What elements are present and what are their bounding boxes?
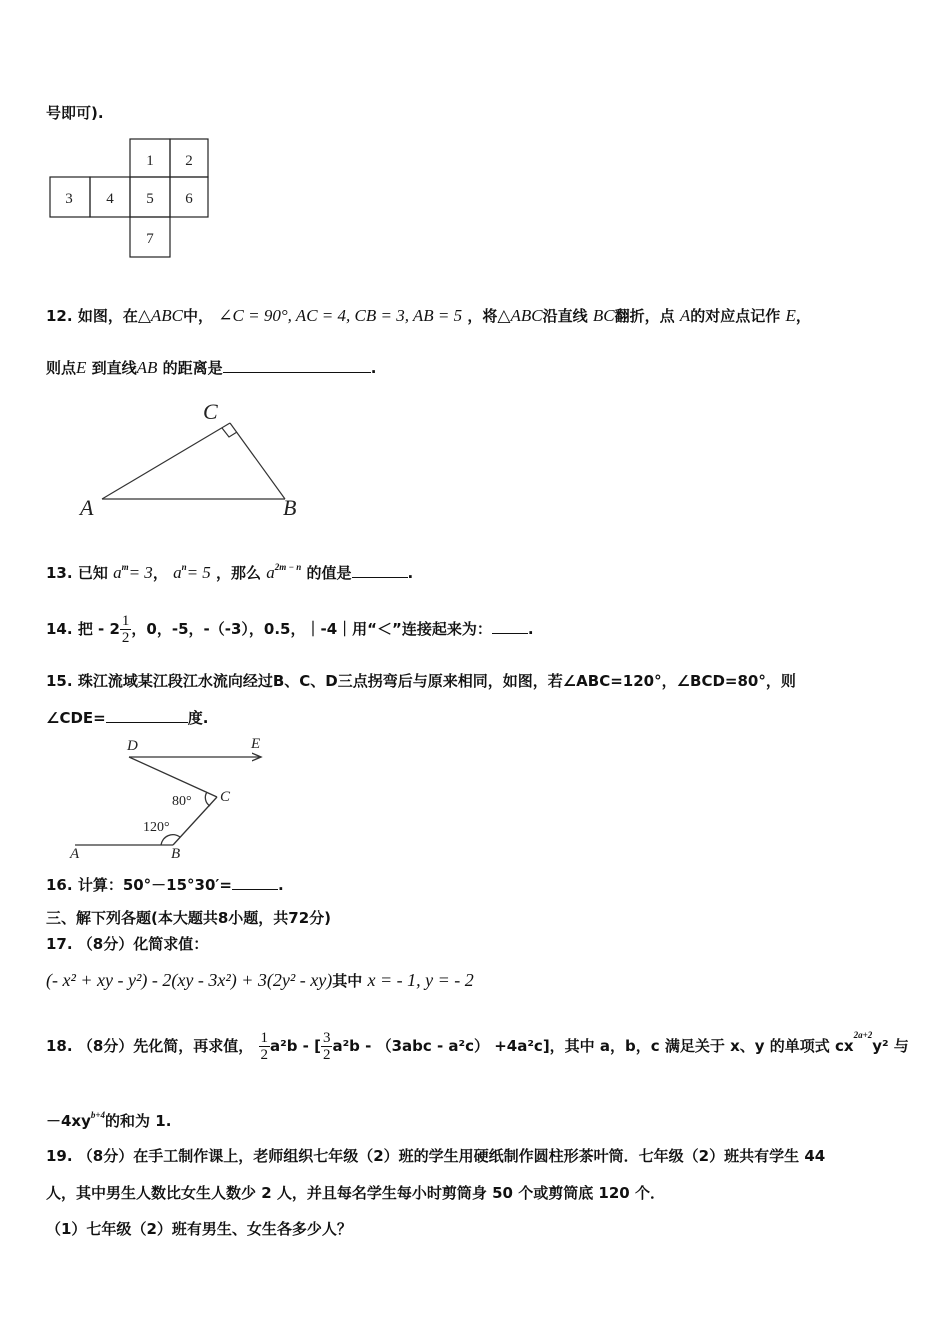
net-label-2: 2	[185, 153, 193, 169]
net-label-7: 7	[146, 231, 154, 247]
q17-expression: (- x² + xy - y²) - 2(xy - 3x²) + 3(2y² - xy)其中 x = - 1, y = - 2	[46, 970, 474, 990]
vertex-a-label: A	[80, 495, 94, 520]
triangle-figure	[70, 395, 320, 525]
q12-line1: 12. 如图，在△ABC中， ∠C = 90°, AC = 4, CB = 3, AB = 5 ，将△ABC沿直线 BC翻折，点 A的对应点记作 E，	[46, 306, 811, 325]
net-label-4: 4	[106, 191, 114, 207]
q19-line1: 19. （8分）在手工制作课上，老师组织七年级（2）班的学生用硬纸制作圆柱形茶叶筒．七年级（2）班共有学生 44	[46, 1147, 826, 1165]
point-c-label: C	[220, 789, 231, 805]
q18-line1: 18. （8分）先化简，再求值， $\frac{1}{2}$ a²b - [ $\frac{3}{2}$ a²b - （3abc - a²c） +4a²c]，其中 a，b，c 满足关于 x、y 的单项式 $cx^{2a+2}y^2$ 与	[46, 1030, 909, 1063]
answer-blank	[232, 875, 278, 890]
q19-line2: 人，其中男生人数比女生人数少 2 人，并且每名学生每小时剪筒身 50 个或剪筒底 120 个．	[46, 1184, 665, 1202]
point-a-label: A	[70, 846, 80, 862]
q16: 16. 计算：50°－15°30′= .	[46, 876, 284, 894]
river-figure	[65, 733, 280, 863]
answer-blank	[223, 358, 371, 373]
net-label-6: 6	[185, 191, 193, 207]
fraction: $\frac{1}{2}$	[121, 613, 130, 646]
vertex-b-label: B	[283, 495, 297, 520]
net-label-1: 1	[146, 153, 154, 169]
answer-blank	[106, 708, 188, 723]
net-label-3: 3	[65, 191, 73, 207]
q18-line2: $-4xy^{b+4}$的和为 1.	[46, 1110, 172, 1130]
q14: 14. 把 - 2 $\frac{1}{2}$ ，0，-5，-（-3），0.5，｜-4｜用“＜”连接起来为： .	[46, 613, 534, 646]
q15-line2: ∠CDE= 度.	[46, 709, 209, 727]
section-3-heading: 三、解下列各题(本大题共8小题，共72分)	[46, 909, 332, 927]
point-d-label: D	[127, 738, 138, 754]
point-e-label: E	[251, 736, 261, 752]
q13: 13. 已知 $a^m= 3$， $a^n= 5$ ，那么 $a^{2m - n}$ 的值是 .	[46, 562, 414, 582]
fraction: $\frac{1}{2}$	[260, 1030, 268, 1063]
net-label-5: 5	[146, 191, 154, 207]
answer-blank	[352, 563, 408, 578]
angle-80-label: 80°	[172, 794, 192, 809]
q17-title: 17. （8分）化简求值：	[46, 935, 209, 953]
q12-line2: 则点E 到直线AB 的距离是 .	[46, 358, 377, 377]
fraction: $\frac{3}{2}$	[322, 1030, 331, 1063]
point-b-label: B	[171, 846, 181, 862]
cube-net-figure	[48, 137, 213, 263]
q11-tail: 号即可).	[46, 104, 104, 122]
answer-blank	[492, 619, 528, 634]
q15-line1: 15. 珠江流域某江段江水流向经过B、C、D三点拐弯后与原来相同，如图，若∠ABC=120°，∠BCD=80°，则	[46, 672, 796, 690]
q19-part1: （1）七年级（2）班有男生、女生各多少人？	[46, 1220, 352, 1238]
angle-120-label: 120°	[143, 820, 170, 835]
vertex-c-label: C	[203, 399, 218, 424]
